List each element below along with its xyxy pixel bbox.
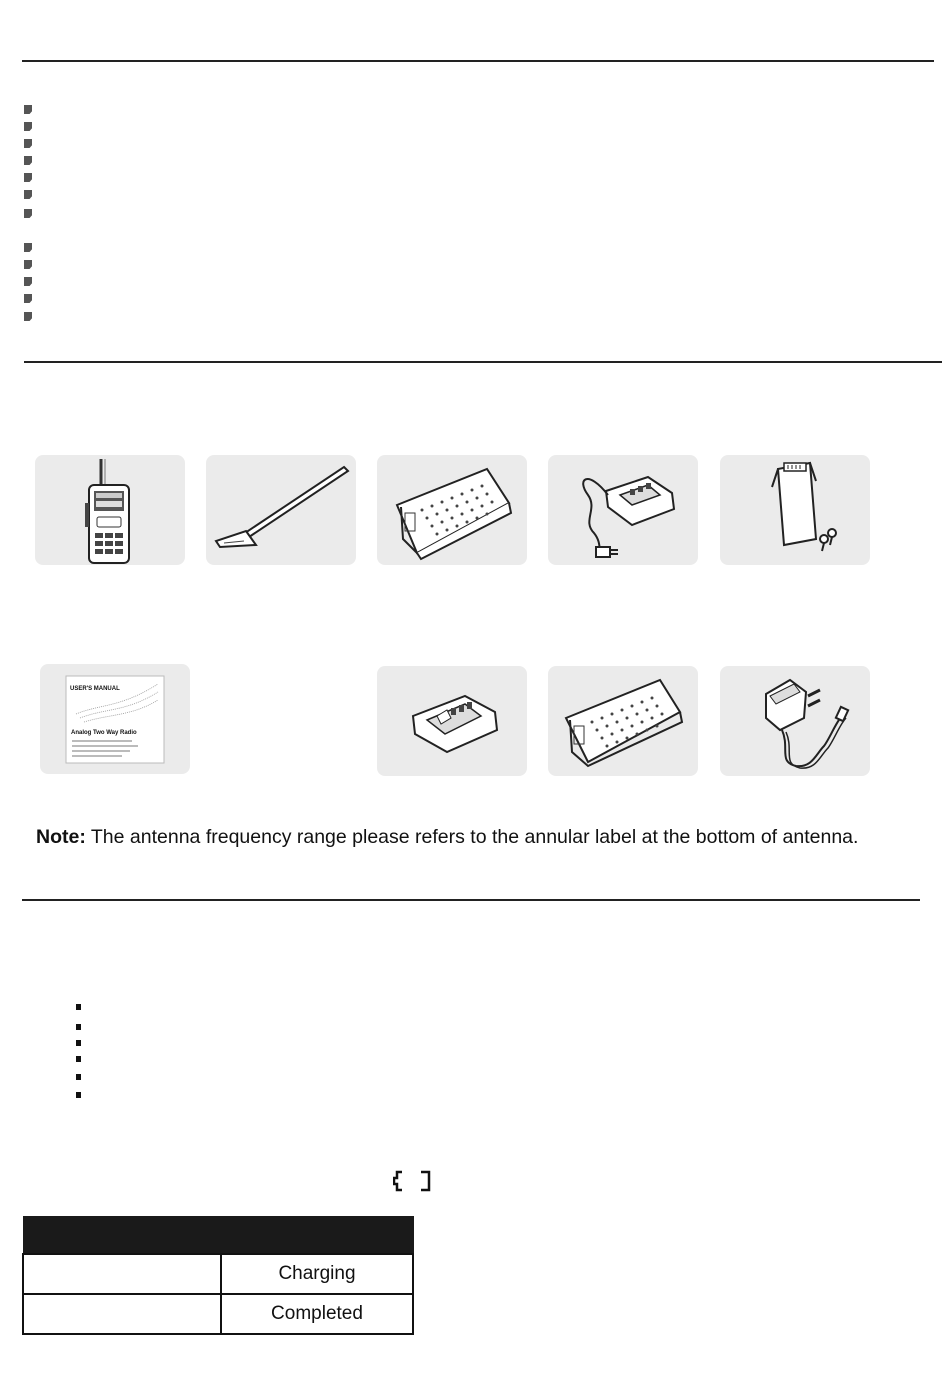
section-divider-3 [22,899,920,901]
table-cell [23,1294,221,1334]
section-divider-1 [22,60,934,62]
manual-subtitle: Analog Two Way Radio [71,730,137,736]
belt-clip-icon [720,455,870,565]
list-bullet [24,243,32,252]
accessory-card-charger-cradle [377,666,527,776]
manual-heading: USER'S MANUAL [70,686,120,692]
power-adapter-icon [720,666,870,776]
list-bullet [24,277,32,286]
accessory-card-battery [377,455,527,565]
accessory-card-power-adapter [720,666,870,776]
battery-icon [377,455,527,565]
antenna-note [36,826,858,849]
antenna-icon [206,455,356,565]
table-cell: Completed [221,1294,413,1334]
list-bullet [76,1004,81,1010]
table-row [23,1294,413,1334]
table-header-row [23,1217,413,1255]
battery-level-icon [393,1170,433,1192]
accessory-card-radio [35,455,185,565]
table-header-cell [23,1217,221,1255]
accessory-card-antenna [206,455,356,565]
list-bullet [24,122,32,131]
user-manual-icon [40,664,190,774]
charger-base-with-cord-icon [548,455,698,565]
section-divider-2 [24,361,942,363]
table-row [23,1254,413,1294]
table-header-cell [221,1217,413,1255]
list-bullet [24,209,32,218]
list-bullet [76,1074,81,1080]
charging-status-table [22,1216,414,1335]
list-bullet [76,1024,81,1030]
accessory-card-user-manual [40,664,190,774]
list-bullet [24,190,32,199]
list-bullet [24,173,32,182]
list-bullet [76,1092,81,1098]
accessory-card-charger-with-cord [548,455,698,565]
list-bullet [24,156,32,165]
radio-icon [35,455,185,565]
note-label: Note: [36,826,86,848]
charger-cradle-icon [377,666,527,776]
list-bullet [24,105,32,114]
list-bullet [76,1040,81,1046]
list-bullet [24,312,32,321]
accessory-card-belt-clip [720,455,870,565]
table-cell: Charging [221,1254,413,1294]
list-bullet [76,1056,81,1062]
list-bullet [24,294,32,303]
note-text: The antenna frequency range please refers to the annular label at the bottom of antenna. [85,826,859,848]
battery-pack-icon [548,666,698,776]
table-cell [23,1254,221,1294]
list-bullet [24,139,32,148]
accessory-card-battery-pack [548,666,698,776]
list-bullet [24,260,32,269]
